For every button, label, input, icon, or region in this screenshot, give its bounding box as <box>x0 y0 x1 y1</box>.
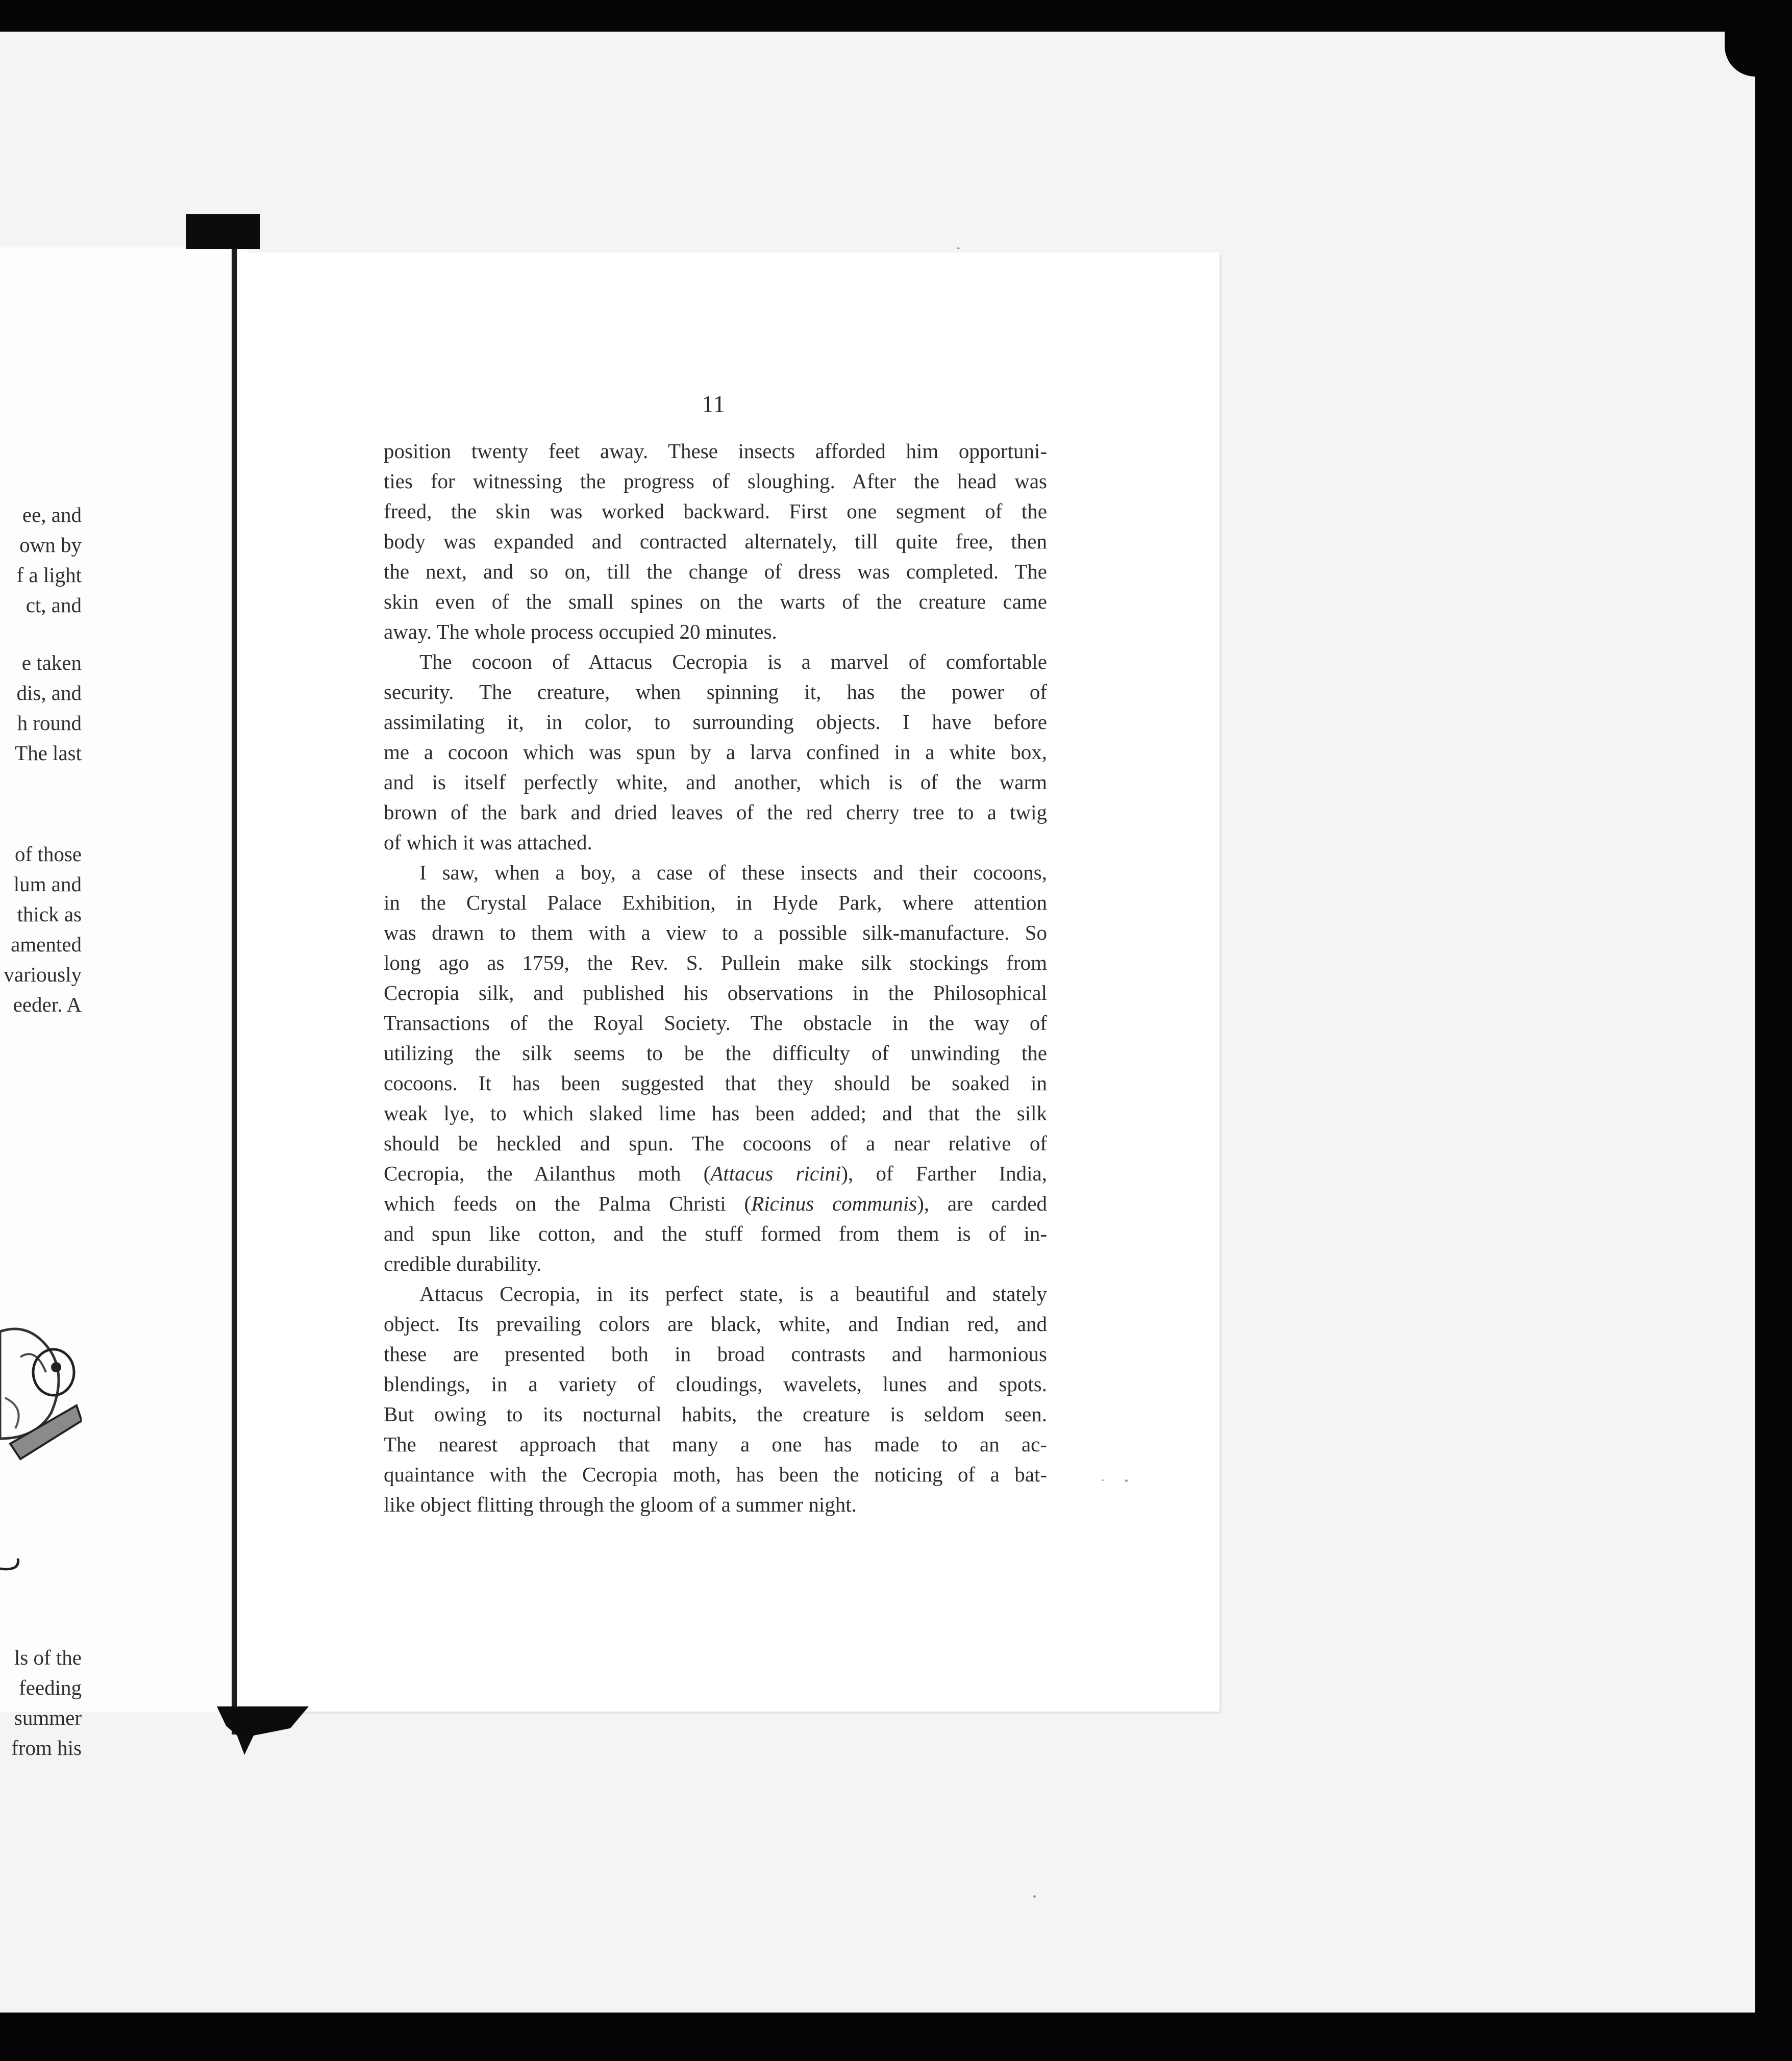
spine-clip-top <box>186 214 260 249</box>
fragment-line: ct, and <box>26 593 82 617</box>
text-line: which feeds on the Palma Christi (Ricinus communis), are carded <box>384 1192 1048 1215</box>
text-line: The cocoon of Attacus Cecropia is a marvel of comfortable <box>419 650 1047 673</box>
text-line: like object flitting through the gloom of a summer night. <box>384 1493 857 1516</box>
paragraph <box>384 436 1047 647</box>
scan-speck <box>1102 1479 1104 1481</box>
previous-page-fragment-4 <box>0 1643 82 1763</box>
fragment-line: f a light <box>16 563 82 587</box>
moth-illustration-fragment <box>0 1311 82 1479</box>
scan-speck <box>1033 1895 1036 1898</box>
fragment-line: The last <box>15 741 82 765</box>
fragment-line: feeding <box>19 1676 82 1699</box>
text-line: blendings, in a variety of cloudings, wavelets, lunes and spots. <box>384 1372 1047 1396</box>
text-line: quaintance with the Cecropia moth, has been the noticing of a bat- <box>384 1463 1047 1486</box>
text-line: Cecropia silk, and published his observations in the Philosophical <box>384 981 1047 1004</box>
text-line: brown of the bark and dried leaves of the red cherry tree to a twig <box>384 800 1047 824</box>
fragment-line: variously <box>4 963 82 986</box>
scan-frame-top <box>0 0 1792 32</box>
paragraph <box>384 1279 1047 1520</box>
text-line: was drawn to them with a view to a possible silk-manufacture. So <box>384 921 1047 944</box>
fragment-line: ls of the <box>14 1646 82 1669</box>
text-line: Transactions of the Royal Society. The obstacle in the way of <box>384 1011 1047 1035</box>
book-spine-line <box>232 214 237 1735</box>
text-line: I saw, when a boy, a case of these insects and their cocoons, <box>419 861 1047 884</box>
text-line: The nearest approach that many a one has made to an ac- <box>384 1432 1047 1456</box>
fragment-line: eeder. A <box>13 993 82 1016</box>
previous-page-fragment-3 <box>0 839 82 1020</box>
text-line: utilizing the silk seems to be the difficulty of unwinding the <box>384 1041 1047 1065</box>
text-line: and spun like cotton, and the stuff formed from them is of in- <box>384 1222 1047 1245</box>
fragment-line: summer <box>14 1706 82 1729</box>
paragraph <box>384 858 1047 1279</box>
page-number: 11 <box>702 391 726 418</box>
text-line: should be heckled and spun. The cocoons of a near relative of <box>384 1132 1047 1155</box>
text-line: ties for witnessing the progress of sloughing. After the head was <box>384 469 1047 493</box>
body-text <box>384 436 1047 1520</box>
text-line: object. Its prevailing colors are black, white, and Indian red, and <box>384 1312 1047 1336</box>
fragment-line: own by <box>19 533 82 557</box>
previous-page-fragment-2 <box>0 648 82 768</box>
text-line: assimilating it, in color, to surrounding objects. I have before <box>384 710 1047 734</box>
fragment-line: lum and <box>13 872 82 896</box>
fragment-line: thick as <box>17 902 82 926</box>
text-line: these are presented both in broad contrasts and harmonious <box>384 1342 1047 1366</box>
text-line: cocoons. It has been suggested that they should be soaked in <box>384 1071 1047 1095</box>
text-line: me a cocoon which was spun by a larva confined in a white box, <box>384 740 1047 764</box>
previous-page-edge <box>0 247 247 1760</box>
scan-speck <box>957 247 960 249</box>
paragraph <box>384 647 1047 858</box>
fragment-line: ee, and <box>22 503 82 526</box>
text-line: security. The creature, when spinning it, has the power of <box>384 680 1047 703</box>
text-line: But owing to its nocturnal habits, the creature is seldom seen. <box>384 1402 1047 1426</box>
fragment-line: of those <box>15 842 82 866</box>
text-line: in the Crystal Palace Exhibition, in Hyde Park, where attention <box>384 891 1047 914</box>
previous-page-fragment-1 <box>0 500 82 620</box>
text-line: body was expanded and contracted alternately, till quite free, then <box>384 530 1047 553</box>
text-line: of which it was attached. <box>384 831 592 854</box>
text-line: Cecropia, the Ailanthus moth (Attacus ricini), of Farther India, <box>384 1162 1047 1185</box>
fragment-line: e taken <box>21 651 82 674</box>
text-line: away. The whole process occupied 20 minutes. <box>384 620 777 643</box>
text-line: credible durability. <box>384 1252 542 1275</box>
text-line: freed, the skin was worked backward. First one segment of the <box>384 499 1047 523</box>
text-line: skin even of the small spines on the warts of the creature came <box>384 590 1047 613</box>
scan-frame-right <box>1755 0 1792 2061</box>
fragment-line: dis, and <box>16 681 82 705</box>
fragment-line: amented <box>11 933 82 956</box>
text-line: weak lye, to which slaked lime has been added; and that the silk <box>384 1101 1047 1125</box>
text-line: Attacus Cecropia, in its perfect state, is a beautiful and stately <box>419 1282 1047 1305</box>
fragment-line: from his <box>11 1736 82 1760</box>
text-line: long ago as 1759, the Rev. S. Pullein make silk stockings from <box>384 951 1047 974</box>
scan-frame-bottom <box>0 2013 1792 2061</box>
fragment-line: h round <box>17 711 82 735</box>
text-line: position twenty feet away. These insects afforded him opportuni- <box>384 439 1047 463</box>
text-line: the next, and so on, till the change of dress was completed. The <box>384 560 1047 583</box>
figure-fragment-hook <box>0 1551 31 1581</box>
text-line: and is itself perfectly white, and another, which is of the warm <box>384 770 1047 794</box>
scan-speck <box>1125 1479 1128 1482</box>
